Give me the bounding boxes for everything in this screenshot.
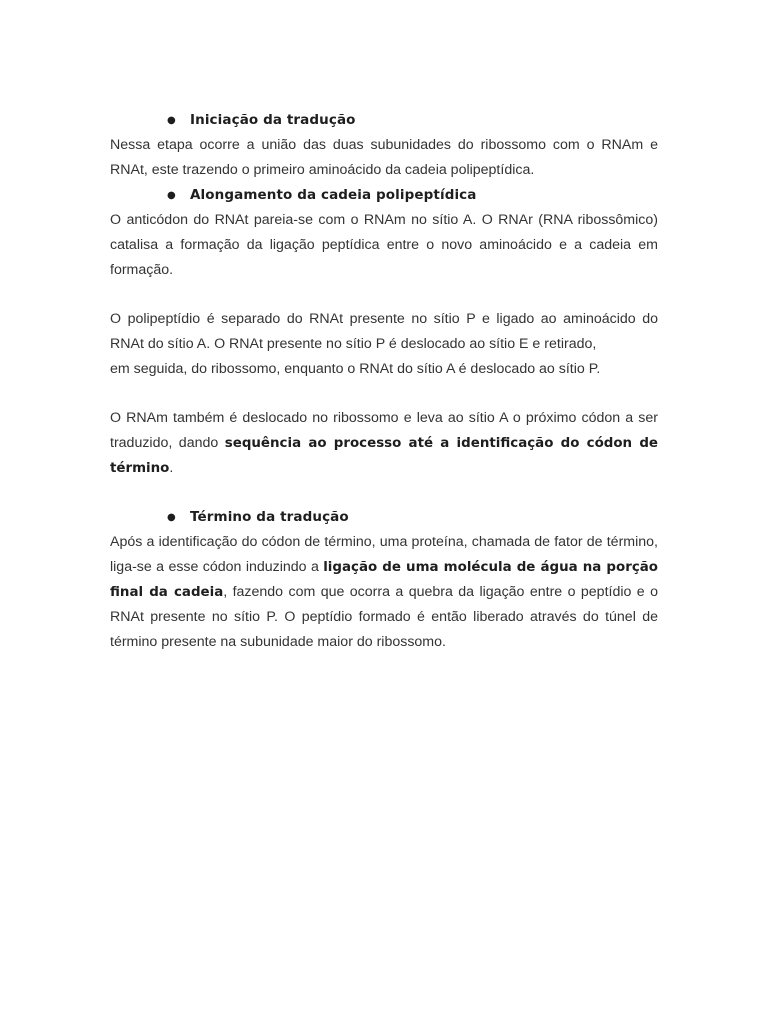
- paragraph-gap: [110, 283, 658, 307]
- heading-text: Término da tradução: [190, 509, 349, 525]
- text-run: .: [169, 460, 174, 476]
- bold-text-run: sequência ao processo até a identificação do códon de término: [110, 436, 658, 476]
- paragraph-termino: [110, 530, 658, 655]
- heading-text: Alongamento da cadeia polipeptídica: [190, 187, 477, 203]
- paragraph-gap: [110, 382, 658, 406]
- heading-iniciacao: [110, 108, 658, 133]
- paragraph-iniciacao: Nessa etapa ocorre a união das duas subunidades do ribossomo com o RNAm e RNAt, este trazendo o primeiro aminoácido da cadeia polipeptídica.: [110, 137, 658, 178]
- bullet-icon: ●: [167, 190, 176, 201]
- text-run: , fazendo com que ocorra a quebra da ligação entre o peptídio e o RNAt presente no sítio P. O peptídio formado é então liberado através do túnel de término presente na subunidade maior do ribossomo.: [110, 584, 658, 650]
- text-run: Após a identificação do códon de término, uma proteína, chamada de fator de término, liga-se a esse códon induzindo a: [110, 534, 658, 575]
- bullet-icon: ●: [167, 512, 176, 523]
- bullet-icon: ●: [167, 115, 176, 126]
- paragraph-gap: [110, 481, 658, 505]
- heading-alongamento: [110, 183, 658, 208]
- heading-termino: [110, 505, 658, 530]
- document-body: [110, 108, 658, 655]
- paragraph-alongamento-2b: em seguida, do ribossomo, enquanto o RNAt do sítio A é deslocado ao sítio P.: [110, 361, 601, 377]
- bold-text-run: ligação de uma molécula de água na porção final da cadeia: [110, 560, 658, 600]
- paragraph-alongamento-3: [110, 406, 658, 481]
- paragraph-alongamento-2: O polipeptídio é separado do RNAt presente no sítio P e ligado ao aminoácido do RNAt do sítio A. O RNAt presente no sítio P é deslocado ao sítio E e retirado,: [110, 311, 658, 352]
- heading-text: Iniciação da tradução: [190, 112, 356, 128]
- paragraph-alongamento-1: O anticódon do RNAt pareia-se com o RNAm no sítio A. O RNAr (RNA ribossômico) catalisa a formação da ligação peptídica entre o novo aminoácido e a cadeia em formação.: [110, 212, 658, 278]
- text-run: O RNAm também é deslocado no ribossomo e leva ao sítio A o próximo códon a ser traduzido, dando: [110, 410, 658, 451]
